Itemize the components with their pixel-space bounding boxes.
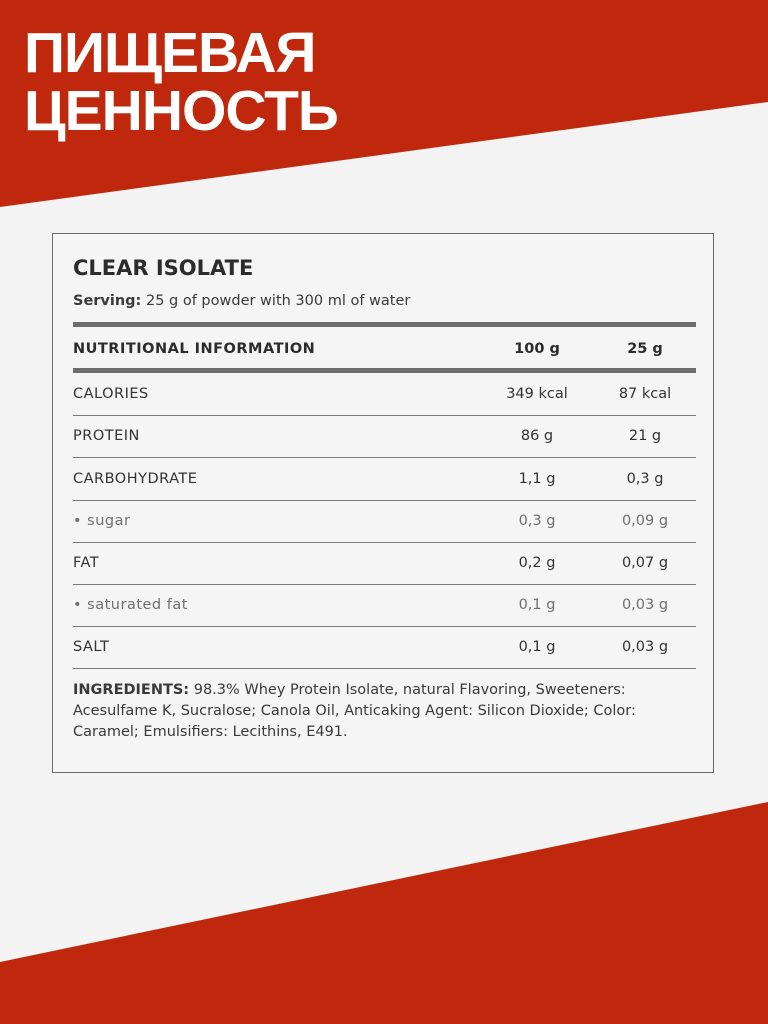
row-value-25g: 0,09 g [621, 513, 669, 529]
row-value-100g: 0,1 g [518, 639, 556, 655]
row-value-25g: 21 g [628, 428, 662, 444]
product-name: CLEAR ISOLATE [73, 256, 254, 280]
table-row [73, 374, 696, 416]
bottom-red-band [0, 802, 768, 1024]
ingredients-label: INGREDIENTS: [73, 682, 190, 698]
serving-info [73, 293, 410, 309]
row-name: CALORIES [73, 386, 149, 402]
row-value-100g: 86 g [520, 428, 554, 444]
table-header-rule [73, 368, 696, 373]
table-row [73, 459, 696, 501]
row-value-25g: 87 kcal [618, 386, 672, 402]
row-divider [73, 457, 696, 458]
row-value-25g: 0,03 g [621, 639, 669, 655]
title-line-1: ПИЩЕВАЯ [24, 21, 316, 85]
row-value-100g: 0,3 g [518, 513, 556, 529]
serving-text: 25 g of powder with 300 ml of water [145, 293, 411, 309]
table-row [73, 543, 696, 585]
header-col-25g: 25 g [627, 341, 663, 357]
title-line-2: ЦЕННОСТЬ [24, 79, 338, 143]
row-name: SALT [73, 639, 110, 655]
row-name: • sugar [73, 513, 131, 529]
table-row [73, 501, 696, 543]
table-top-rule [73, 322, 696, 327]
row-value-100g: 0,1 g [518, 597, 556, 613]
header-col-100g: 100 g [514, 341, 560, 357]
row-name: FAT [73, 555, 100, 571]
row-value-25g: 0,07 g [621, 555, 669, 571]
table-bottom-rule [73, 668, 696, 669]
nutrition-card [52, 233, 714, 773]
ingredients [73, 680, 698, 743]
table-header-row [73, 329, 696, 371]
page-title [24, 21, 338, 143]
row-value-25g: 0,3 g [626, 471, 664, 487]
row-name: CARBOHYDRATE [73, 471, 198, 487]
row-name: • saturated fat [73, 597, 188, 613]
header-name: NUTRITIONAL INFORMATION [73, 341, 316, 357]
ingredients-text: 98.3% Whey Protein Isolate, natural Flavoring, Sweeteners: Acesulfame K, Sucralose; Canola Oil, Anticaking Agent: Silicon Dioxide; Color: Caramel; Emulsifiers: Lecithins, E491. [73, 682, 636, 740]
serving-label: Serving: [73, 293, 142, 309]
table-row [73, 627, 696, 669]
row-value-25g: 0,03 g [621, 597, 669, 613]
table-row [73, 585, 696, 627]
table-row [73, 416, 696, 458]
row-value-100g: 1,1 g [518, 471, 556, 487]
row-value-100g: 349 kcal [506, 386, 568, 402]
row-name: PROTEIN [73, 428, 140, 444]
row-value-100g: 0,2 g [518, 555, 556, 571]
